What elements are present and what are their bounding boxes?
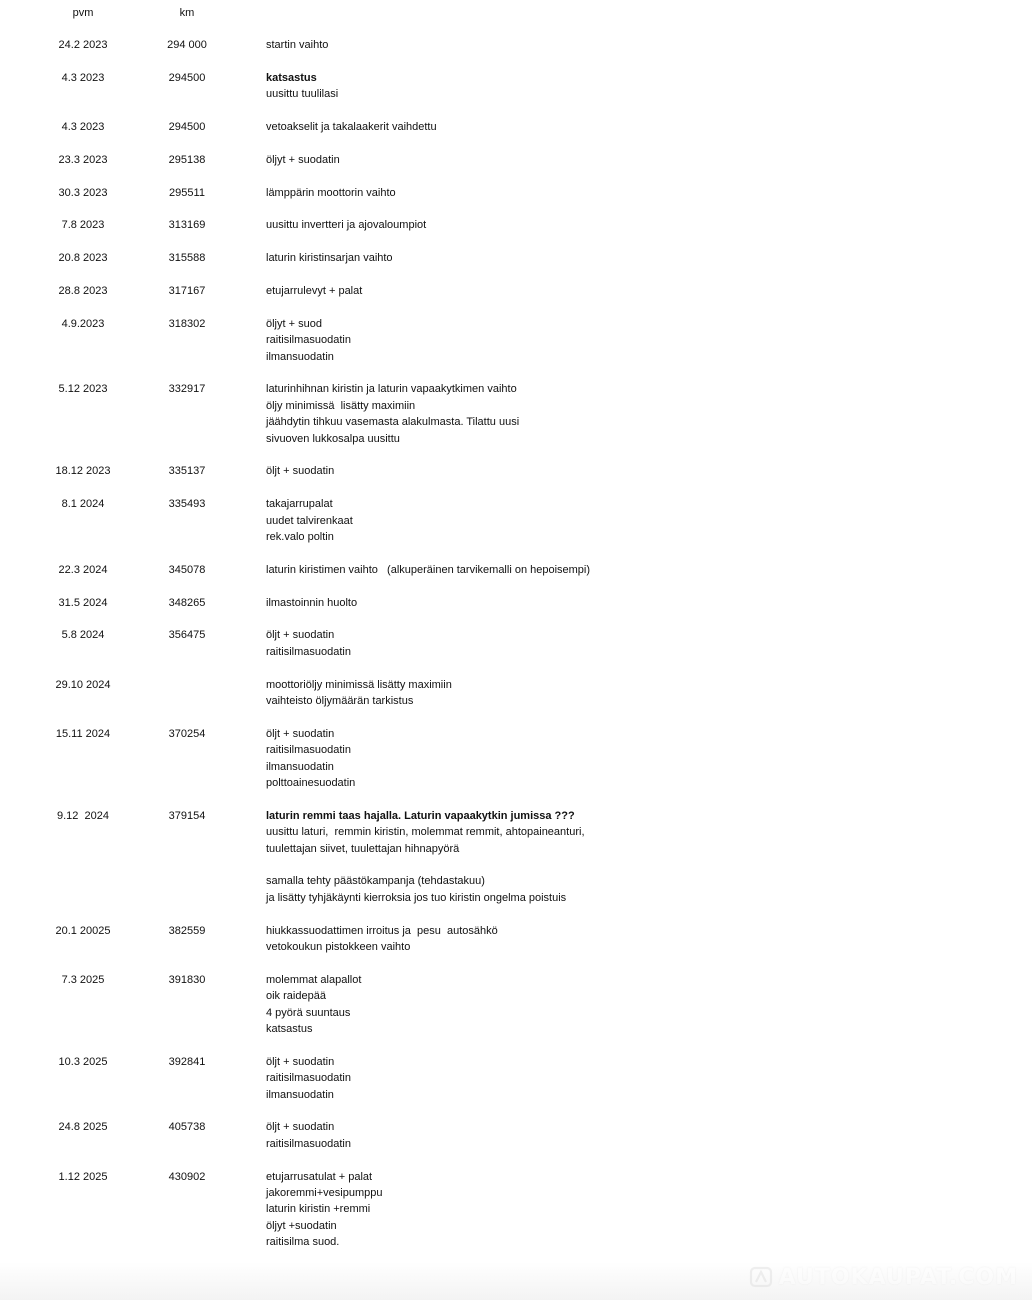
entry-km: 335493	[168, 498, 206, 511]
description-line: laturin kiristin +remmi	[266, 1203, 371, 1216]
description-line: jäähdytin tihkuu vasemasta alakulmasta. Tilattu uusi	[266, 416, 520, 429]
entry-km: 313169	[168, 219, 206, 232]
entry-date: 1.12 2025	[58, 1170, 108, 1183]
description-line: raitisilma suod.	[266, 1236, 340, 1249]
description-line: polttoainesuodatin	[266, 776, 356, 789]
entry-description	[266, 37, 1006, 53]
watermark-text: AUTOKAUPAT.COM	[778, 1264, 1018, 1290]
description-line: jakoremmi+vesipumppu	[266, 1186, 383, 1199]
entry-description	[266, 185, 1006, 201]
entry-date: 24.8 2025	[58, 1121, 108, 1134]
entry-date: 4.3 2023	[61, 121, 105, 133]
description-line: takajarrupalat	[266, 498, 333, 511]
description-line: öljt + suodatin	[266, 1055, 335, 1068]
entry-km: 348265	[168, 596, 206, 609]
description-line: vetoakselit ja takalaakerit vaihdettu	[266, 121, 437, 133]
entry-description	[266, 283, 1006, 299]
entry-description	[266, 250, 1006, 266]
entry-km: 379154	[168, 809, 206, 822]
entry-description	[266, 677, 1006, 710]
entry-description	[266, 152, 1006, 168]
entry-date: 20.1 20025	[55, 924, 111, 937]
entry-description	[266, 496, 1006, 545]
entry-description	[266, 595, 1006, 611]
entry-km: 430902	[168, 1170, 206, 1183]
entry-km: 295511	[169, 186, 205, 199]
column-header-date: pvm	[72, 7, 94, 19]
description-line: öljt + suodatin	[266, 465, 335, 478]
entry-date: 24.2 2023	[58, 39, 108, 51]
description-line: ja lisätty tyhjäkäynti kierroksia jos tuo kiristin ongelma poistuis	[266, 891, 567, 904]
entry-date: 10.3 2025	[58, 1055, 108, 1068]
description-line: raitisilmasuodatin	[266, 1137, 351, 1150]
description-line: öljt + suodatin	[266, 727, 335, 740]
entry-date: 5.8 2024	[61, 629, 105, 642]
entry-date: 31.5 2024	[58, 596, 108, 609]
entry-description	[266, 726, 1006, 792]
entry-km: 356475	[168, 629, 206, 642]
description-line: uusittu tuulilasi	[266, 88, 339, 101]
description-line: startin vaihto	[266, 39, 329, 51]
description-line: öljt + suodatin	[266, 1121, 335, 1134]
description-line: rek.valo poltin	[266, 530, 334, 543]
entry-description	[266, 627, 1006, 660]
entry-date: 22.3 2024	[58, 563, 108, 576]
entry-date: 8.1 2024	[61, 498, 105, 511]
description-line: raitisilmasuodatin	[266, 744, 351, 757]
entry-date: 4.9.2023	[61, 317, 105, 330]
entry-date: 29.10 2024	[55, 678, 111, 691]
entry-km: 370254	[168, 727, 206, 740]
entry-date: 30.3 2023	[58, 186, 108, 199]
description-line	[266, 857, 1006, 873]
description-line: 4 pyörä suuntaus	[266, 1006, 351, 1019]
description-line: katsastus	[266, 71, 317, 84]
entry-description	[266, 70, 1006, 103]
entry-date: 7.8 2023	[61, 219, 105, 232]
entry-description	[266, 808, 1006, 906]
entry-km: 332917	[168, 383, 206, 396]
entry-km: 335137	[168, 465, 206, 478]
entry-km: 382559	[168, 924, 206, 937]
entry-description	[266, 119, 1006, 135]
entry-description	[266, 463, 1006, 479]
entry-km: 318302	[168, 317, 206, 330]
description-line: öljy minimissä lisätty maximiin	[266, 399, 416, 412]
entry-date: 18.12 2023	[55, 465, 111, 478]
entry-description	[266, 381, 1006, 447]
description-line: tuulettajan siivet, tuulettajan hihnapyörä	[266, 842, 460, 855]
description-line: uusittu invertteri ja ajovaloumpiot	[266, 219, 427, 232]
description-line: laturinhihnan kiristin ja laturin vapaakytkimen vaihto	[266, 383, 517, 396]
entry-description	[266, 316, 1006, 365]
description-line: samalla tehty päästökampanja (tehdastakuu)	[266, 875, 485, 888]
entry-date: 9.12 2024	[57, 809, 109, 822]
description-line: öljyt +suodatin	[266, 1219, 337, 1232]
entry-km: 294 000	[167, 39, 207, 51]
entry-date: 28.8 2023	[58, 285, 108, 297]
description-line: ilmastoinnin huolto	[266, 596, 358, 609]
entry-date: 15.11 2024	[55, 727, 111, 740]
description-line: raitisilmasuodatin	[266, 334, 351, 347]
description-line: ilmansuodatin	[266, 350, 334, 363]
entry-km: 294500	[168, 71, 206, 84]
entry-date: 4.3 2023	[61, 71, 105, 84]
entry-description	[266, 1119, 1006, 1152]
entry-km: 345078	[168, 563, 206, 576]
description-line: laturin remmi taas hajalla. Laturin vapaakytkin jumissa ???	[266, 809, 575, 822]
description-line: sivuoven lukkosalpa uusittu	[266, 432, 400, 445]
description-line: öljyt + suodatin	[266, 153, 340, 166]
entry-date: 7.3 2025	[61, 973, 105, 986]
entry-date: 23.3 2023	[58, 153, 108, 166]
entry-km: 405738	[168, 1121, 206, 1134]
description-line: laturin kiristinsarjan vaihto	[266, 252, 393, 265]
watermark	[749, 1262, 1018, 1292]
description-line: öljyt + suod	[266, 317, 322, 330]
entry-km: 295138	[168, 153, 206, 166]
description-line: ilmansuodatin	[266, 760, 334, 773]
description-line: oik raidepää	[266, 990, 326, 1003]
description-line: etujarrusatulat + palat	[266, 1170, 373, 1183]
description-line: vetokoukun pistokkeen vaihto	[266, 940, 411, 953]
description-line: hiukkassuodattimen irroitus ja pesu autosähkö	[266, 924, 498, 937]
entry-description	[266, 217, 1006, 233]
description-line: raitisilmasuodatin	[266, 645, 351, 658]
entry-km: 392841	[168, 1055, 206, 1068]
description-line: öljt + suodatin	[266, 629, 335, 642]
description-line: moottoriöljy minimissä lisätty maximiin	[266, 678, 452, 691]
description-line: laturin kiristimen vaihto (alkuperäinen tarvikemalli on hepoisempi)	[266, 563, 591, 576]
description-line: raitisilmasuodatin	[266, 1072, 351, 1085]
description-line: lämppärin moottorin vaihto	[266, 186, 396, 199]
entry-description	[266, 972, 1006, 1038]
entry-km: 391830	[168, 973, 206, 986]
description-line: katsastus	[266, 1022, 313, 1035]
entry-description	[266, 1169, 1006, 1251]
entry-description	[266, 1054, 1006, 1103]
entry-km: 315588	[168, 252, 206, 265]
entry-km: 294500	[168, 121, 206, 133]
description-line: molemmat alapallot	[266, 973, 362, 986]
entry-description	[266, 923, 1006, 956]
description-line: etujarrulevyt + palat	[266, 285, 363, 297]
description-line: uusittu laturi, remmin kiristin, molemmat remmit, ahtopaineanturi,	[266, 826, 585, 839]
description-line: vaihteisto öljymäärän tarkistus	[266, 694, 414, 707]
autokaupat-logo-icon	[749, 1265, 773, 1289]
entry-date: 20.8 2023	[58, 252, 108, 265]
column-header-km: km	[179, 7, 195, 19]
entry-description	[266, 562, 1006, 578]
entry-km: 317167	[168, 285, 206, 297]
description-line: ilmansuodatin	[266, 1088, 334, 1101]
entry-date: 5.12 2023	[58, 383, 108, 396]
description-line: uudet talvirenkaat	[266, 514, 353, 527]
